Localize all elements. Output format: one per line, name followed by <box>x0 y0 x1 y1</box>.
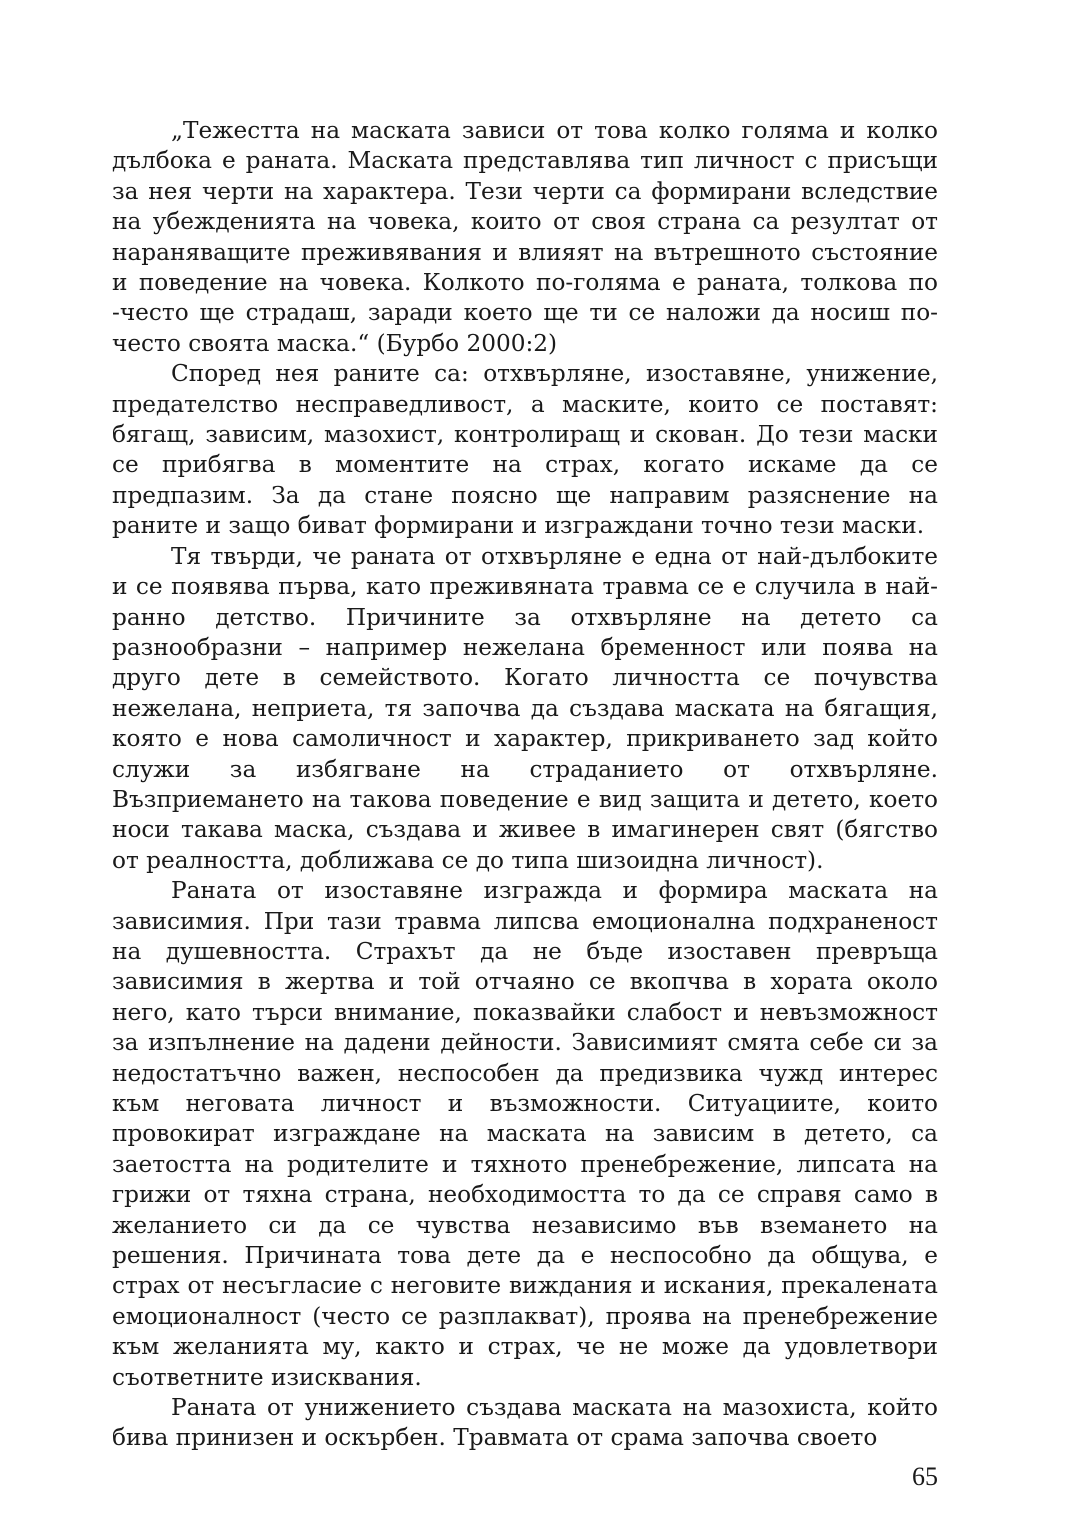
paragraph-rejection: Тя твърди, че раната от отхвърляне е една от най-дълбоките и се появява първа, като преживяната травма се е случила в най-ранно детство. Причините за отхвърляне на детето са разнообразни – например нежелана бременност или поява на друго дете в семейството. Когато личността се почувства нежелана, неприета, тя започва да създава маската на бягащия, която е нова самоличност и характер, прикриването зад който служи за избягване на страданието от отхвърляне. Възприемането на такова поведение е вид защита и детето, което носи такава маска, създава и живее в имагинерен свят (бягство от реалността, доближава се до типа шизоидна личност). <box>112 542 938 874</box>
paragraph-quote: „Тежестта на маската зависи от това колко голяма и колко дълбока е раната. Маската представлява тип личност с присъщи за нея черти на характера. Тези черти са формирани вследствие на убежденията на човека, които от своя страна са резултат от нараняващите преживявания и влияят на вътрешното състояние и поведение на човека. Колкото по-голяма е раната, толкова по -често ще страдаш, заради което ще ти се наложи да носиш по-често своята маска.“ (Бурбо 2000:2) <box>112 117 938 357</box>
page-body <box>112 116 938 1454</box>
paragraph-humiliation: Раната от унижението създава маската на мазохиста, който бива принизен и оскърбен. Травмата от срама започва своето <box>112 1394 938 1452</box>
paragraph-abandonment: Раната от изоставяне изгражда и формира маската на зависимия. При тази травма липсва емоционална подхраненост на душевността. Страхът да не бъде изоставен превръща зависимия в жертва и той отчаяно се вкопчва в хората около него, като търси внимание, показвайки слабост и невъзможност за изпълнение на дадени дейности. Зависимият смята себе си за недостатъчно важен, неспособен да предизвика чужд интерес към неговата личност и възможности. Ситуациите, които провокират изграждане на маската на зависим в детето, са заетостта на родителите и тяхното пренебрежение, липсата на грижи от тяхна страна, необходимостта то да се справя само в желанието си да се чувства независимо във вземането на решения. Причината това дете да е неспособно да общува, е страх от несъгласие с неговите виждания и искания, прекалената емоционалност (често се разплакват), проява на пренебрежение към желанията му, както и страх, че не може да удовлетвори съответните изисквания. <box>112 877 938 1391</box>
paragraph-wounds-list: Според нея раните са: отхвърляне, изоставяне, унижение, предателство несправедливост, а маските, които се поставят: бягащ, зависим, мазохист, контролиращ и скован. До тези маски се прибягва в моментите на страх, когато искаме да се предпазим. За да стане поясно ще направим разяснение на раните и защо биват формирани и изграждани точно тези маски. <box>112 360 938 540</box>
page-number: 65 <box>912 1462 938 1491</box>
